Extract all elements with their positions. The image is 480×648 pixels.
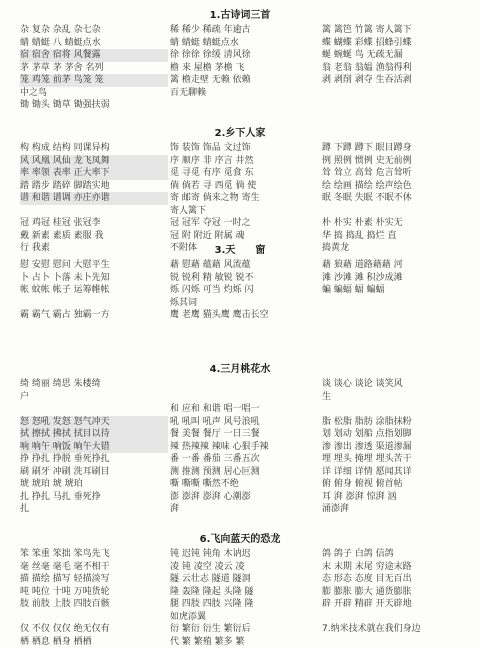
word-row: 埋 埋头 掩埋 埋头苦干 xyxy=(322,453,470,466)
word-column xyxy=(20,548,168,648)
word-row: 锄 锄头 锄草 锄强扶弱 xyxy=(20,99,168,112)
word-row: 凌 钝 凌空 凌云 凌 xyxy=(170,561,318,574)
word-row xyxy=(20,403,168,416)
word-row: 餐 美餐 餐厅 一日三餐 xyxy=(170,428,318,441)
word-column xyxy=(322,378,470,516)
word-row: 徐 徐徐 徐缓 清风徐 xyxy=(170,49,318,62)
word-row: 辟 开辟 精辟 开天辟地 xyxy=(322,598,470,611)
word-row: 代 繁 繁殖 繁多 繁 xyxy=(170,636,318,648)
word-row: 寄人篱下 xyxy=(170,205,318,218)
word-row: 蝶 蝴蝶 彩蝶 招蜂引蝶 xyxy=(322,37,470,50)
word-row: 寄 邮寄 倘来之物 寄生 xyxy=(170,192,318,205)
word-column xyxy=(20,24,168,112)
word-row: 挣 挣扎 挣脱 垂死挣扎 xyxy=(20,453,168,466)
word-row: 饰 装饰 饰品 文过饰 xyxy=(170,142,318,155)
word-row: 序 顺序 非 序言 井然 xyxy=(170,155,318,168)
word-row: 百无聊赖 xyxy=(170,87,318,100)
word-row: 腿 四肢 四肢 兴隆 隆 xyxy=(170,598,318,611)
word-row: 嘶 嘶嘶 嘶然不绝 xyxy=(170,478,318,491)
word-row: 户 xyxy=(20,391,168,404)
word-row: 谱 和谐 谱调 亦庄亦谐 xyxy=(20,192,168,205)
word-row: 鸽 鸽子 白鸽 信鸽 xyxy=(322,548,470,561)
word-row: 7.纳米技术就在我们身边 xyxy=(322,623,470,636)
word-row: 谈 谈心 谈论 谈笑风 xyxy=(322,378,470,391)
word-row: 蜒 蜿蜒 鸟 无疏无漏 xyxy=(322,49,470,62)
word-row xyxy=(170,378,318,391)
word-row: 末 末期 末尾 穷途末路 xyxy=(322,561,470,574)
word-column xyxy=(322,142,470,255)
word-row: 率 率领 表率 正大率下 xyxy=(20,167,168,180)
word-row: 藉 慰藉 蕴藉 风流蕴 xyxy=(170,259,318,272)
word-row: 篱 篱笆 竹篱 寄人篱下 xyxy=(322,24,470,37)
word-row: 琥 琥珀 琥 琥珀 xyxy=(20,478,168,491)
word-column xyxy=(322,24,470,87)
word-row: 笼 鸡笼 前茅 鸟笼 笼 xyxy=(20,74,168,87)
word-row xyxy=(20,297,168,310)
word-row: 烁其词 xyxy=(170,297,318,310)
word-column xyxy=(170,548,318,648)
word-column xyxy=(322,548,470,636)
word-row: 描 描绘 描写 轻描淡写 xyxy=(20,573,168,586)
word-row: 霸 霸气 霸占 独霸一方 xyxy=(20,309,168,322)
word-row: 剥 剥削 剥夺 生吞活剥 xyxy=(322,74,470,87)
word-row: 捣黄龙 xyxy=(322,242,470,255)
word-row: 烁 闪烁 可当 灼烁 闪 xyxy=(170,284,318,297)
word-row xyxy=(20,205,168,218)
section-title: 1.古诗词三首 xyxy=(0,10,480,22)
word-row: 构 构成 结构 同课异构 xyxy=(20,142,168,155)
word-row: 耳 湃 澎湃 惊湃 汹 xyxy=(322,491,470,504)
word-row: 番 一番 番茄 三番五次 xyxy=(170,453,318,466)
word-row: 详 详细 详情 愿闻其详 xyxy=(322,466,470,479)
word-row: 例 照例 惯例 史无前例 xyxy=(322,155,470,168)
word-column xyxy=(20,378,168,516)
word-row: 檐 来 屋檐 茅檐 飞 xyxy=(170,62,318,75)
word-row: 不附体 xyxy=(170,242,318,255)
section-title: 2.乡下人家 xyxy=(0,128,480,140)
word-row: 刷 刷牙 冲刷 洗耳刷目 xyxy=(20,466,168,479)
word-row: 笨 笨重 笨拙 笨鸟先飞 xyxy=(20,548,168,561)
word-row: 响 响午 响饭 晌午大错 xyxy=(20,441,168,454)
word-row: 涌澎湃 xyxy=(322,503,470,516)
word-row: 篱 檐走壁 无赖 依赖 xyxy=(170,74,318,87)
word-row: 澎 澎湃 澎湃 心潮澎 xyxy=(170,491,318,504)
word-column xyxy=(20,142,168,255)
word-row: 蝙 蝙蝠 蝠 蝙蝠 xyxy=(322,284,470,297)
word-row: 俯 俯身 俯视 俯首帖 xyxy=(322,478,470,491)
word-row: 朴 朴实 朴素 朴实无 xyxy=(322,217,470,230)
word-row: 慰 安慰 慰问 大慰平生 xyxy=(20,259,168,272)
word-row: 冠 冠军 夺冠 一时之 xyxy=(170,217,318,230)
word-row: 中之鸟 xyxy=(20,87,168,100)
word-row: 扎 挣扎 马扎 垂死挣 xyxy=(20,491,168,504)
word-row: 钝 迟钝 钝角 木讷迟 xyxy=(170,548,318,561)
word-row: 如虎添翼 xyxy=(170,611,318,624)
word-row xyxy=(20,611,168,624)
word-row: 滩 沙滩 滩 积沙成滩 xyxy=(322,272,470,285)
section-title: 3.天 窗 xyxy=(0,245,480,257)
word-row: 倘 倘若 寻 西觅 倘 使 xyxy=(170,180,318,193)
word-row: 卜 占卜 卜落 未卜先知 xyxy=(20,272,168,285)
word-row: 吨 吨位 十吨 万吨货轮 xyxy=(20,586,168,599)
word-row xyxy=(322,611,470,624)
word-row: 拭 擦拭 拂拭 拭目以待 xyxy=(20,428,168,441)
word-row xyxy=(322,205,470,218)
word-row: 藉 狼藉 道路藉藉 河 xyxy=(322,259,470,272)
word-row: 扎 xyxy=(20,503,168,516)
word-row: 态 形态 态度 目无百出 xyxy=(322,573,470,586)
word-row: 鹰 老鹰 猫头鹰 鹰击长空 xyxy=(170,309,318,322)
word-row: 眠 冬眠 失眠 不眠不休 xyxy=(322,192,470,205)
word-row: 耸 耸立 高耸 危言耸听 xyxy=(322,167,470,180)
word-row: 膨 膨胀 膨大 通货膨胀 xyxy=(322,586,470,599)
word-row: 觅 寻觅 有序 觅食 东 xyxy=(170,167,318,180)
word-row: 绮 绮丽 绮思 朱楼绮 xyxy=(20,378,168,391)
word-column xyxy=(170,259,318,322)
word-row: 栖 栖息 栖身 栖栖 xyxy=(20,636,168,648)
word-row: 测 推测 预测 居心叵测 xyxy=(170,466,318,479)
word-row xyxy=(170,391,318,404)
word-row: 宿 宿舍 宿将 风餐露 xyxy=(20,49,168,62)
word-row: 踏 踏步 踏碎 脚踏实地 xyxy=(20,180,168,193)
word-row: 吼 吼叫 吼声 风号浪吼 xyxy=(170,416,318,429)
word-column xyxy=(170,142,318,255)
word-row: 帐 蚊帐 帐子 运筹帷帐 xyxy=(20,284,168,297)
word-column xyxy=(170,24,318,99)
word-row: 绘 绘画 描绘 绘声绘色 xyxy=(322,180,470,193)
word-row: 冠 附 附近 附属 魂 xyxy=(170,230,318,243)
word-row: 脂 松脂 脂肪 涂脂抹粉 xyxy=(322,416,470,429)
word-row: 戴 新素 素质 素服 我 xyxy=(20,230,168,243)
word-row: 茅 茅草 茅 茅舍 名列 xyxy=(20,62,168,75)
word-row: 划 划动 划船 点指划脚 xyxy=(322,428,470,441)
word-row: 湃 xyxy=(170,503,318,516)
section-title: 4.三月桃花水 xyxy=(0,364,480,376)
word-row: 翁 老翁 翁媪 渔翁得利 xyxy=(322,62,470,75)
word-row: 锐 锐利 精 敏锐 锐不 xyxy=(170,272,318,285)
word-row: 隧 云壮志 隧道 隧洞 xyxy=(170,573,318,586)
word-row: 衍 繁衍 衍生 繁衍后 xyxy=(170,623,318,636)
section-title: 6.飞向蓝天的恐龙 xyxy=(0,534,480,546)
word-row: 稀 稀少 稀疏 年逾古 xyxy=(170,24,318,37)
word-row: 蹲 下蹲 蹲下 眼目蹲身 xyxy=(322,142,470,155)
word-column xyxy=(20,259,168,322)
word-row: 毫 丝毫 毫毛 毫不相干 xyxy=(20,561,168,574)
word-row xyxy=(322,403,470,416)
word-row: 蜻 蜻蜓 蜻蜓点水 xyxy=(170,37,318,50)
word-row: 蜻 蜻蜓 八 蜻蜓点水 xyxy=(20,37,168,50)
word-row: 和 应和 和谐 唱一唱一 xyxy=(170,403,318,416)
word-row: 冠 鸡冠 桂冠 张冠李 xyxy=(20,217,168,230)
word-row: 行 我素 xyxy=(20,242,168,255)
word-row: 风 风凰 风仙 龙飞凤舞 xyxy=(20,155,168,168)
word-row: 华 捣 捣乱 捣烂 直 xyxy=(322,230,470,243)
word-row: 肢 前肢 上肢 四肢百骸 xyxy=(20,598,168,611)
word-row: 隆 轰隆 隆起 头隆 隧 xyxy=(170,586,318,599)
word-row: 渗 渗出 渗透 渠道渗漏 xyxy=(322,441,470,454)
word-row: 辣 热辣辣 辣味 心狠手辣 xyxy=(170,441,318,454)
word-row: 怒 怒吼 发怒 怒气冲天 xyxy=(20,416,168,429)
word-row: 仅 不仅 仅仅 绝无仅有 xyxy=(20,623,168,636)
word-column xyxy=(322,259,470,297)
word-row: 生 xyxy=(322,391,470,404)
word-column xyxy=(170,378,318,516)
word-row: 杂 复杂 杂乱 杂七杂 xyxy=(20,24,168,37)
